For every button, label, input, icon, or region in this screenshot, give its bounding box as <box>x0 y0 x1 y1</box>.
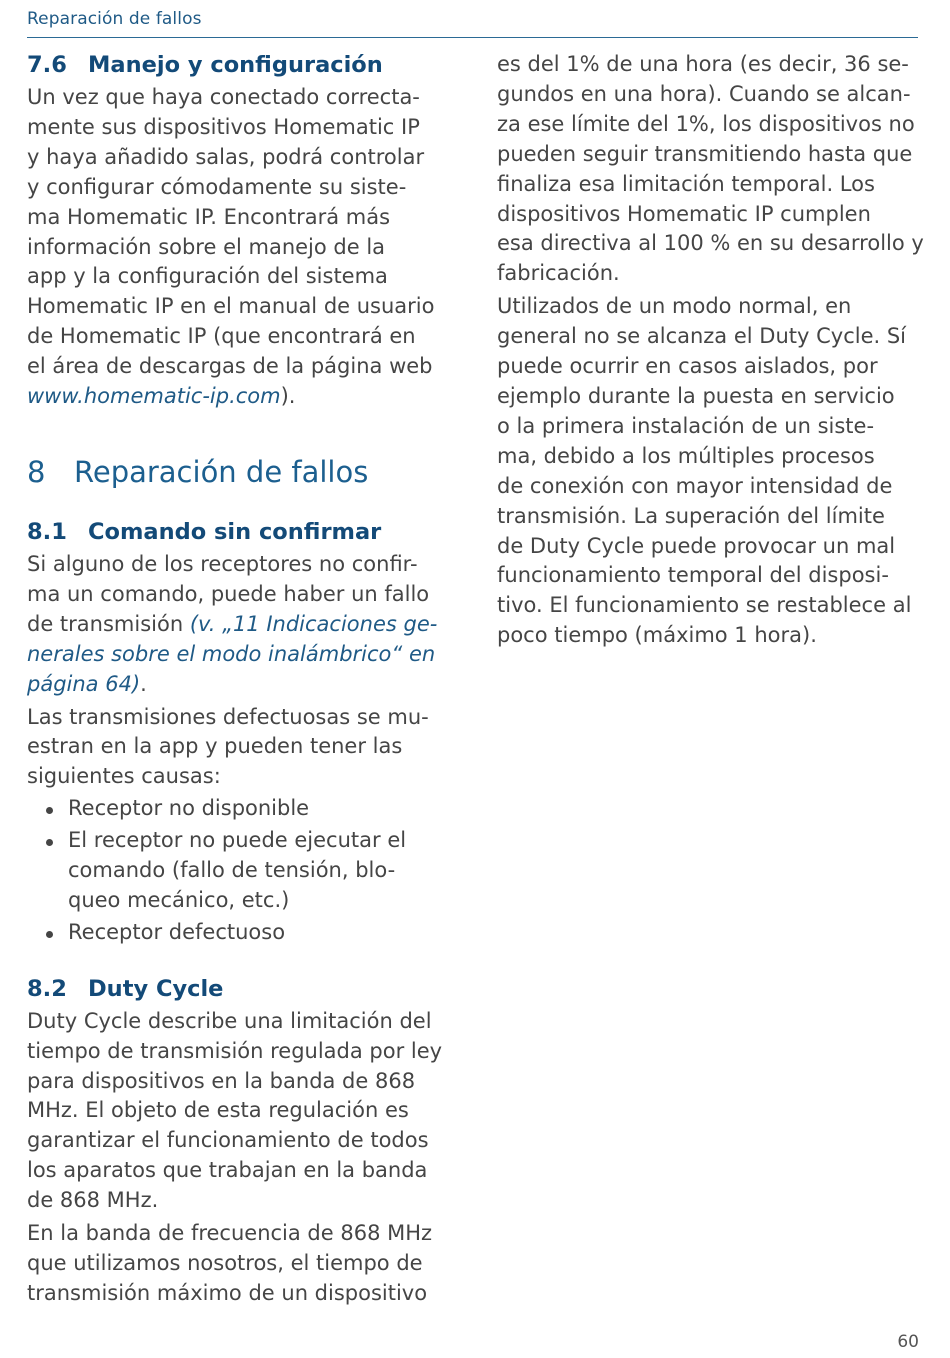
text-line: Utilizados de un modo normal, en <box>497 294 852 319</box>
text-line: que utilizamos nosotros, el tiempo de <box>27 1251 423 1275</box>
text-line: estran en la app y pueden tener las <box>27 734 403 759</box>
cross-reference-link[interactable]: nerales sobre el modo inalámbrico“ en <box>27 641 436 666</box>
text-line: para dispositivos en la banda de 868 <box>27 1068 416 1093</box>
text-fragment: . <box>140 671 147 696</box>
text-line: ma un comando, puede haber un fallo <box>27 581 430 606</box>
chapter-title: Reparación de fallos <box>74 454 369 489</box>
text-line <box>27 610 457 640</box>
text-line: general no se alcanza el Duty Cycle. Sí <box>497 324 907 349</box>
text-line: tivo. El funcionamiento se restablece al <box>497 593 912 618</box>
text-line: Las transmisiones defectuosas se mu- <box>27 704 429 729</box>
text-line: poco tiempo (máximo 1 hora). <box>497 623 817 648</box>
causes-list <box>27 794 457 948</box>
text-line: queo mecánico, etc.) <box>68 887 290 912</box>
text-line: za ese límite del 1%, los dispositivos no <box>497 111 915 136</box>
text-fragment: ). <box>280 384 296 409</box>
text-line <box>27 670 457 700</box>
section-title: Duty Cycle <box>88 975 224 1002</box>
section-title: Comando sin confirmar <box>88 518 382 545</box>
chapter-number: 8 <box>27 454 46 489</box>
text-line: Duty Cycle describe una limitación del <box>27 1008 432 1033</box>
text-line: app y la configuración del sistema <box>27 264 388 289</box>
section-8-1-heading <box>27 517 457 547</box>
text-line: el área de descargas de la página web <box>27 354 433 379</box>
text-line: funcionamiento temporal del disposi- <box>497 563 889 588</box>
section-title: Manejo y configuración <box>88 52 383 78</box>
section-number: 8.1 <box>27 518 67 545</box>
text-line: tiempo de transmisión regulada por ley <box>27 1038 443 1063</box>
text-line: de Duty Cycle puede provocar un mal <box>497 533 896 558</box>
text-line: transmisión máximo de un dispositivo <box>27 1280 428 1305</box>
text-line: Homematic IP en el manual de usuario <box>27 294 435 319</box>
list-item <box>27 918 457 948</box>
cross-reference-link[interactable]: (v. „11 Indicaciones ge- <box>189 611 438 636</box>
text-line: dispositivos Homematic IP cumplen <box>497 201 871 226</box>
duty-cycle-paragraph-continued <box>497 50 927 289</box>
section-number: 7.6 <box>27 52 67 78</box>
text-fragment: de transmisión <box>27 611 190 636</box>
text-line: y configurar cómodamente su siste- <box>27 174 407 199</box>
section-8-1-paragraph-1 <box>27 550 457 700</box>
text-line: fabricación. <box>497 261 620 286</box>
list-item <box>27 826 457 916</box>
text-line: MHz. El objeto de esta regulación es <box>27 1098 409 1123</box>
section-8-2-paragraph-1 <box>27 1007 457 1216</box>
text-line: de conexión con mayor intensidad de <box>497 473 893 498</box>
text-line: finaliza esa limitación temporal. Los <box>497 171 875 196</box>
list-item <box>27 794 457 824</box>
text-line: comando (fallo de tensión, blo- <box>68 858 396 883</box>
text-line: es del 1% de una hora (es decir, 36 se- <box>497 52 909 76</box>
website-link[interactable]: www.homematic-ip.com <box>27 384 281 409</box>
section-number: 8.2 <box>27 975 67 1002</box>
text-line: El receptor no puede ejecutar el <box>68 828 407 853</box>
text-line: o la primera instalación de un siste- <box>497 413 875 438</box>
duty-cycle-normal-use-paragraph <box>497 292 927 651</box>
text-line: En la banda de frecuencia de 868 MHz <box>27 1221 433 1246</box>
text-line: ma, debido a los múltiples procesos <box>497 443 875 468</box>
text-line <box>27 382 457 412</box>
text-line: ma Homematic IP. Encontrará más <box>27 204 391 229</box>
text-line: los aparatos que trabajan en la banda <box>27 1158 428 1183</box>
text-line: Si alguno de los receptores no confir- <box>27 551 418 576</box>
section-7-6-heading <box>27 50 457 80</box>
text-line: Un vez que haya conectado correcta- <box>27 85 420 109</box>
text-line: de 868 MHz. <box>27 1188 159 1213</box>
section-7-6-paragraph <box>27 83 457 412</box>
cross-reference-link[interactable]: página 64) <box>27 671 141 696</box>
section-8-2-heading <box>27 974 457 1004</box>
right-column <box>497 50 927 651</box>
running-header-title: Reparación de fallos <box>27 9 202 29</box>
text-line: garantizar el funcionamiento de todos <box>27 1128 429 1153</box>
text-line: pueden seguir transmitiendo hasta que <box>497 141 913 166</box>
text-line: información sobre el manejo de la <box>27 234 386 259</box>
text-line: ejemplo durante la puesta en servicio <box>497 383 895 408</box>
text-line: Receptor no disponible <box>68 796 310 821</box>
left-column <box>27 50 457 1309</box>
text-line: transmisión. La superación del límite <box>497 503 885 528</box>
text-line: puede ocurrir en casos aislados, por <box>497 354 878 379</box>
header-divider <box>27 37 918 38</box>
text-line: esa directiva al 100 % en su desarrollo y <box>497 231 924 256</box>
section-8-1-paragraph-2 <box>27 703 457 793</box>
text-line: Receptor defectuoso <box>68 919 286 944</box>
text-line: siguientes causas: <box>27 764 221 789</box>
page-number: 60 <box>897 1332 919 1352</box>
text-line: gundos en una hora). Cuando se alcan- <box>497 81 911 106</box>
chapter-8-heading <box>27 452 457 492</box>
text-line: mente sus dispositivos Homematic IP <box>27 114 420 139</box>
text-line: y haya añadido salas, podrá controlar <box>27 144 425 169</box>
text-line: de Homematic IP (que encontrará en <box>27 324 416 349</box>
section-8-2-paragraph-2 <box>27 1219 457 1309</box>
